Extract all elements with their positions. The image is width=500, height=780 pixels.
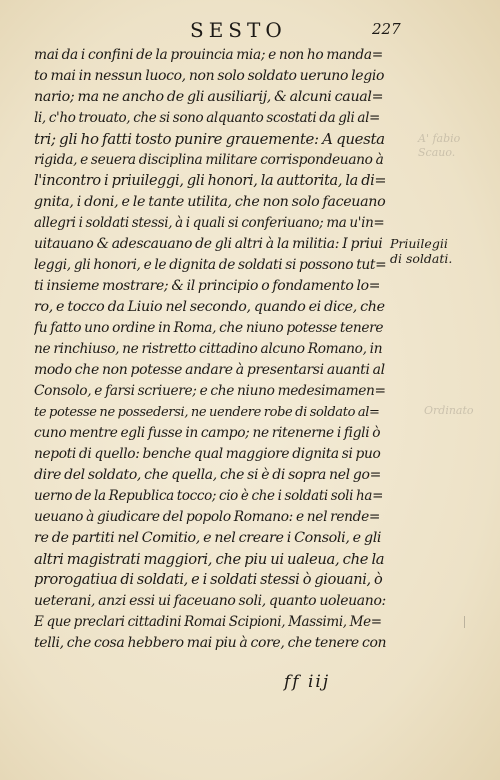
text-line: li, c'ho trouato, che si sono alquanto scostati da gli al= — [34, 110, 380, 126]
running-title: SESTO — [190, 18, 287, 42]
text-line: tri; gli ho fatti tosto punire grauemente: A questa — [34, 130, 385, 148]
text-line: leggi, gli honori, e le dignita de soldati si possono tut= — [34, 257, 386, 273]
text-line: cuno mentre egli fusse in campo; ne ritenerne i figli ò — [34, 425, 381, 441]
text-line: ro, e tocco da Liuio nel secondo, quando ei dice, che — [34, 299, 385, 315]
text-line: prorogatiua di soldati, e i soldati stessi ò giouani, ò — [34, 572, 383, 588]
main-text-block — [34, 45, 386, 654]
text-line: ne rinchiuso, ne ristretto cittadino alcuno Romano, in — [34, 341, 383, 357]
marginal-note — [390, 236, 460, 266]
text-line: l'incontro i priuileggi, gli honori, la auttorita, la di= — [34, 173, 386, 189]
text-line: gnita, i doni, e le tante utilita, che non solo faceuano — [34, 194, 386, 210]
text-line: telli, che cosa hebbero mai piu à core, che tenere con — [34, 635, 386, 651]
marginal-note-line: Priuilegii — [390, 236, 448, 251]
ghost-line: A' fabio — [418, 132, 461, 145]
running-header — [0, 18, 500, 42]
text-line: allegri i soldati stessi, à i quali si conferiuano; ma u'in= — [34, 215, 385, 231]
show-through-ghost-text — [424, 404, 474, 418]
text-line: dire del soldato, che quella, che si è di sopra nel go= — [34, 467, 381, 483]
text-line: rigida, e seuera disciplina militare corrispondeuano à — [34, 152, 384, 168]
text-line: nepoti di quello: benche qual maggiore dignita si puo — [34, 446, 381, 462]
ghost-line: Scauo. — [418, 146, 456, 159]
text-line: nario; ma ne ancho de gli ausiliarij, & alcuni caual= — [34, 89, 384, 105]
text-line: te potesse ne possedersi, ne uendere robe di soldato al= — [34, 405, 380, 420]
ghost-line: Ordinato — [424, 404, 474, 417]
text-line: uitauano & adescauano de gli altri à la militia: I priui — [34, 236, 383, 252]
text-line: modo che non potesse andare à presentarsi auanti al — [34, 362, 385, 378]
text-line: altri magistrati maggiori, che piu ui ualeua, che la — [34, 551, 385, 568]
page-number: 227 — [372, 20, 401, 38]
show-through-ghost-text — [418, 132, 460, 160]
text-line: mai da i confini de la prouincia mia; e non ho manda= — [34, 47, 383, 63]
margin-blemish — [464, 616, 468, 628]
text-line: E que preclari cittadini Romai Scipioni, Massimi, Me= — [34, 614, 382, 630]
text-line: uerno de la Republica tocco; cio è che i soldati soli ha= — [34, 488, 384, 504]
marginal-note-line: di soldati. — [390, 251, 453, 266]
text-line: ueuano à giudicare del popolo Romano: e nel rende= — [34, 509, 381, 525]
signature-mark: ff iij — [284, 672, 331, 692]
text-line: fu fatto uno ordine in Roma, che niuno potesse tenere — [34, 320, 384, 336]
text-line: ueterani, anzi essi ui faceuano soli, quanto uoleuano: — [34, 593, 386, 609]
text-line: to mai in nessun luoco, non solo soldato ueruno legio — [34, 68, 385, 84]
text-line: re de partiti nel Comitio, e nel creare i Consoli, e gli — [34, 530, 382, 546]
text-line: Consolo, e farsi scriuere; e che niuno medesimamen= — [34, 383, 386, 399]
text-line: ti insieme mostrare; & il principio o fondamento lo= — [34, 278, 381, 294]
